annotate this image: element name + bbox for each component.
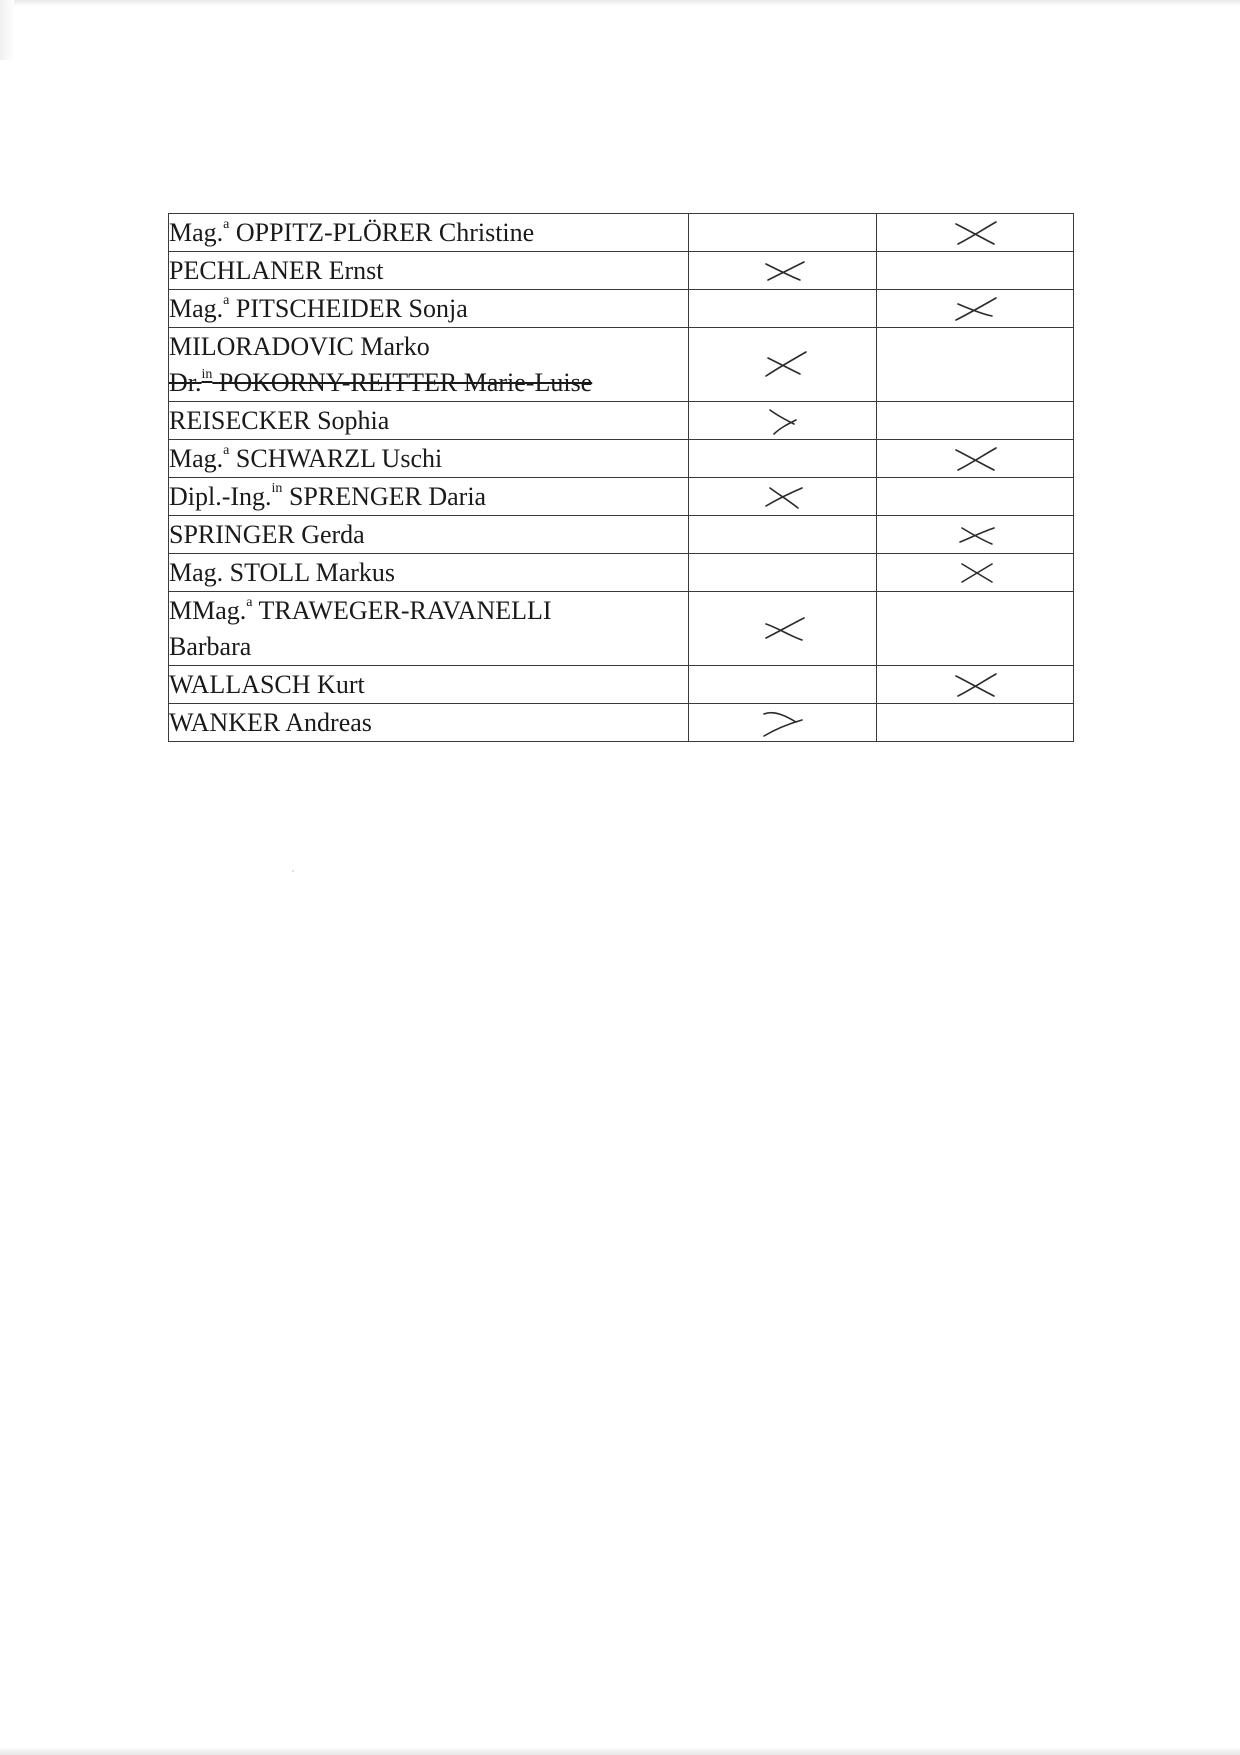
member-name-cell xyxy=(169,214,689,252)
table-row xyxy=(169,478,1074,516)
vote-table-body xyxy=(169,214,1074,742)
cross-mark-icon xyxy=(760,256,806,286)
vote-cell-col-a xyxy=(689,290,877,328)
handwritten-cross-mark xyxy=(689,252,876,289)
vote-cell-col-b xyxy=(877,402,1074,440)
member-name-cell xyxy=(169,440,689,478)
table-row xyxy=(169,440,1074,478)
vote-cell-col-a xyxy=(689,402,877,440)
handwritten-cross-mark xyxy=(689,402,876,439)
vote-cell-col-b xyxy=(877,328,1074,402)
member-name-line xyxy=(169,555,688,591)
scan-edge-left xyxy=(0,0,14,60)
cross-mark-icon xyxy=(952,444,998,474)
cross-mark-icon xyxy=(760,614,806,644)
member-name-line xyxy=(169,215,688,251)
member-name-cell xyxy=(169,554,689,592)
member-name: SPRENGER Daria xyxy=(288,481,487,511)
table-row xyxy=(169,666,1074,704)
member-name-cell xyxy=(169,290,689,328)
struck-member-name-line xyxy=(169,365,688,401)
cross-mark-icon xyxy=(952,218,998,248)
vote-cell-col-a xyxy=(689,214,877,252)
vote-cell-col-b xyxy=(877,214,1074,252)
member-name-cell xyxy=(169,592,689,666)
member-name-line xyxy=(169,593,688,629)
member-name: REISECKER Sophia xyxy=(169,405,390,435)
title-suffix: a xyxy=(223,216,230,232)
vote-cell-col-a xyxy=(689,554,877,592)
member-name: SPRINGER Gerda xyxy=(169,519,365,549)
scan-edge-bottom xyxy=(0,1747,1240,1755)
member-name-line xyxy=(169,441,688,477)
vote-cell-col-b xyxy=(877,478,1074,516)
member-name: SCHWARZL Uschi xyxy=(235,443,443,473)
member-name: Mag. STOLL Markus xyxy=(169,557,396,587)
title-prefix: Mag. xyxy=(169,293,224,323)
vote-cell-col-a xyxy=(689,704,877,742)
cross-mark-icon xyxy=(952,294,998,324)
handwritten-cross-mark xyxy=(689,592,876,665)
member-name-cell xyxy=(169,328,689,402)
table-row xyxy=(169,328,1074,402)
member-name-line xyxy=(169,403,688,439)
member-name: PITSCHEIDER Sonja xyxy=(235,293,468,323)
member-name-cell xyxy=(169,704,689,742)
vote-cell-col-b xyxy=(877,252,1074,290)
member-name-cell xyxy=(169,478,689,516)
handwritten-cross-mark xyxy=(877,290,1073,327)
member-name-line xyxy=(169,517,688,553)
member-name: Barbara xyxy=(169,631,252,661)
member-name: WANKER Andreas xyxy=(169,707,372,737)
handwritten-cross-mark xyxy=(877,440,1073,477)
cross-mark-icon xyxy=(952,670,998,700)
title-suffix: a xyxy=(223,442,230,458)
handwritten-cross-mark xyxy=(877,214,1073,251)
title-prefix: Mag. xyxy=(169,443,224,473)
member-name-line xyxy=(169,629,688,665)
table-row xyxy=(169,290,1074,328)
table-row xyxy=(169,554,1074,592)
cross-mark-icon xyxy=(952,520,998,550)
handwritten-cross-mark xyxy=(689,704,876,741)
vote-cell-col-a xyxy=(689,252,877,290)
table-row xyxy=(169,516,1074,554)
member-name: WALLASCH Kurt xyxy=(169,669,365,699)
member-name-line xyxy=(169,667,688,703)
title-prefix: MMag. xyxy=(169,595,247,625)
table-row xyxy=(169,704,1074,742)
scan-speck xyxy=(292,870,294,872)
vote-cell-col-a xyxy=(689,478,877,516)
vote-cell-col-b xyxy=(877,440,1074,478)
member-name-line xyxy=(169,705,688,741)
title-suffix: a xyxy=(223,292,230,308)
cross-mark-icon xyxy=(760,482,806,512)
vote-cell-col-a xyxy=(689,440,877,478)
title-prefix: Mag. xyxy=(169,217,224,247)
title-prefix: Dr. xyxy=(169,367,202,397)
vote-cell-col-a xyxy=(689,592,877,666)
table-row xyxy=(169,592,1074,666)
title-suffix: in xyxy=(271,480,283,496)
vote-cell-col-b xyxy=(877,554,1074,592)
vote-cell-col-b xyxy=(877,666,1074,704)
member-name-line xyxy=(169,291,688,327)
member-name: OPPITZ-PLÖRER Christine xyxy=(235,217,535,247)
member-name: PECHLANER Ernst xyxy=(169,255,384,285)
member-name-line xyxy=(169,253,688,289)
handwritten-cross-mark xyxy=(689,328,876,401)
handwritten-cross-mark xyxy=(877,516,1073,553)
cross-mark-icon xyxy=(760,406,806,436)
table-row xyxy=(169,402,1074,440)
table-row xyxy=(169,214,1074,252)
member-name-cell xyxy=(169,666,689,704)
vote-cell-col-b xyxy=(877,704,1074,742)
vote-cell-col-b xyxy=(877,592,1074,666)
member-name: MILORADOVIC Marko xyxy=(169,331,430,361)
title-suffix: a xyxy=(246,594,253,610)
vote-cell-col-b xyxy=(877,290,1074,328)
handwritten-cross-mark xyxy=(877,554,1073,591)
vote-table xyxy=(168,213,1074,742)
member-name-line xyxy=(169,479,688,515)
member-name: POKORNY-REITTER Marie-Luise xyxy=(218,367,593,397)
title-prefix: Dipl.-Ing. xyxy=(169,481,272,511)
cross-mark-icon xyxy=(760,350,806,380)
table-row xyxy=(169,252,1074,290)
handwritten-cross-mark xyxy=(877,666,1073,703)
vote-cell-col-a xyxy=(689,666,877,704)
title-suffix: in xyxy=(201,366,213,382)
member-name-line xyxy=(169,329,688,365)
member-name-cell xyxy=(169,516,689,554)
handwritten-cross-mark xyxy=(689,478,876,515)
cross-mark-icon xyxy=(760,708,806,738)
vote-cell-col-a xyxy=(689,328,877,402)
member-name: TRAWEGER-RAVANELLI xyxy=(258,595,552,625)
scan-edge-top xyxy=(0,0,1240,6)
cross-mark-icon xyxy=(952,558,998,588)
member-name-cell xyxy=(169,402,689,440)
vote-cell-col-b xyxy=(877,516,1074,554)
member-name-cell xyxy=(169,252,689,290)
vote-cell-col-a xyxy=(689,516,877,554)
